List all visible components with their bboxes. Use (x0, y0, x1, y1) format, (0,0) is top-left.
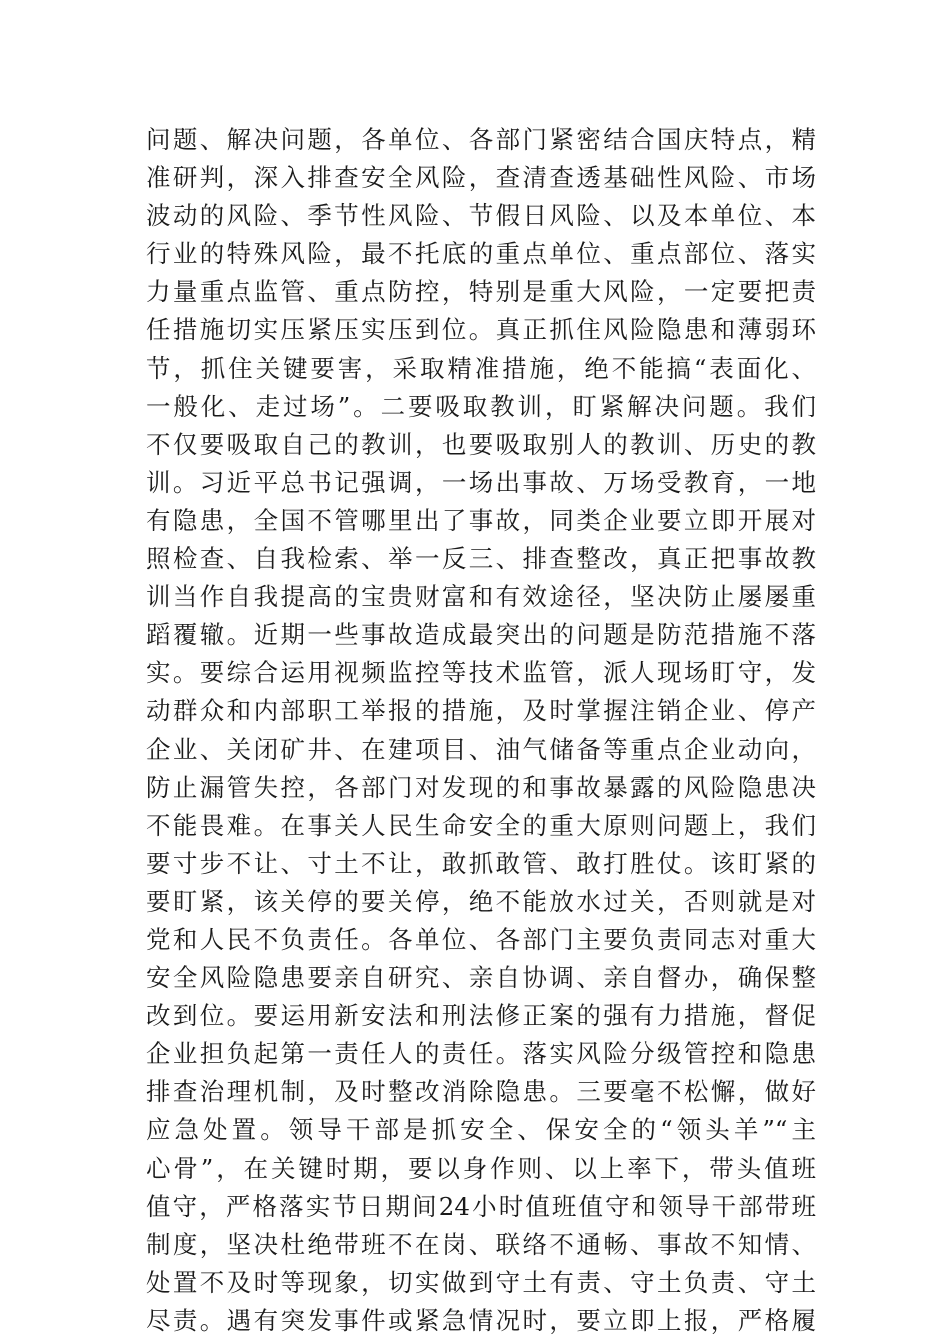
text-line-27: 应急处置。领导干部是抓安全、保安全的“领头羊”“主 (146, 1115, 816, 1145)
text-line-26: 排查治理机制，及时整改消除隐患。三要毫不松懈，做好 (146, 1077, 816, 1107)
text-line-4: 行业的特殊风险，最不托底的重点单位、重点部位、落实 (146, 239, 816, 269)
text-line-7: 节，抓住关键要害，采取精准措施，绝不能搞“表面化、 (146, 353, 816, 383)
text-line-13: 训当作自我提高的宝贵财富和有效途径，坚决防止屡屡重 (146, 582, 816, 612)
text-line-11: 有隐患，全国不管哪里出了事故，同类企业要立即开展对 (146, 505, 816, 535)
text-line-1: 问题、解决问题，各单位、各部门紧密结合国庆特点，精 (146, 125, 816, 154)
text-line-21: 要盯紧，该关停的要关停，绝不能放水过关，否则就是对 (146, 886, 816, 916)
text-line-32: 尽责。遇有突发事件或紧急情况时，要立即上报，严格履 (146, 1305, 816, 1335)
text-line-12: 照检查、自我检索、举一反三、排查整改，真正把事故教 (146, 544, 816, 574)
text-line-28: 心骨”，在关键时期，要以身作则、以上率下，带头值班 (146, 1153, 816, 1183)
text-line-31: 处置不及时等现象，切实做到守土有责、守土负责、守土 (146, 1267, 816, 1297)
text-line-22: 党和人民不负责任。各单位、各部门主要负责同志对重大 (146, 924, 816, 954)
text-line-3: 波动的风险、季节性风险、节假日风险、以及本单位、本 (146, 201, 816, 231)
text-line-15: 实。要综合运用视频监控等技术监管，派人现场盯守，发 (146, 658, 816, 688)
text-line-20: 要寸步不让、寸土不让，敢抓敢管、敢打胜仗。该盯紧的 (146, 848, 816, 878)
text-line-29: 值守，严格落实节日期间24小时值班值守和领导干部带班 (146, 1191, 816, 1221)
text-line-25: 企业担负起第一责任人的责任。落实风险分级管控和隐患 (146, 1039, 816, 1069)
text-line-9: 不仅要吸取自己的教训，也要吸取别人的教训、历史的教 (146, 429, 816, 459)
text-line-24: 改到位。要运用新安法和刑法修正案的强有力措施，督促 (146, 1001, 816, 1031)
text-line-17: 企业、关闭矿井、在建项目、油气储备等重点企业动向， (146, 734, 816, 764)
text-line-5: 力量重点监管、重点防控，特别是重大风险，一定要把责 (146, 277, 816, 307)
text-line-23: 安全风险隐患要亲自研究、亲自协调、亲自督办，确保整 (146, 963, 816, 993)
text-line-10: 训。习近平总书记强调，一场出事故、万场受教育，一地 (146, 467, 816, 497)
text-line-8: 一般化、走过场”。二要吸取教训，盯紧解决问题。我们 (146, 391, 816, 421)
text-line-2: 准研判，深入排查安全风险，查清查透基础性风险、市场 (146, 163, 816, 193)
text-line-6: 任措施切实压紧压实压到位。真正抓住风险隐患和薄弱环 (146, 315, 816, 345)
text-line-16: 动群众和内部职工举报的措施，及时掌握注销企业、停产 (146, 696, 816, 726)
text-line-14: 蹈覆辙。近期一些事故造成最突出的问题是防范措施不落 (146, 620, 816, 650)
body-text (146, 121, 816, 1340)
text-line-18: 防止漏管失控，各部门对发现的和事故暴露的风险隐患决 (146, 772, 816, 802)
text-line-30: 制度，坚决杜绝带班不在岗、联络不通畅、事故不知情、 (146, 1229, 816, 1259)
text-line-19: 不能畏难。在事关人民生命安全的重大原则问题上，我们 (146, 810, 816, 840)
